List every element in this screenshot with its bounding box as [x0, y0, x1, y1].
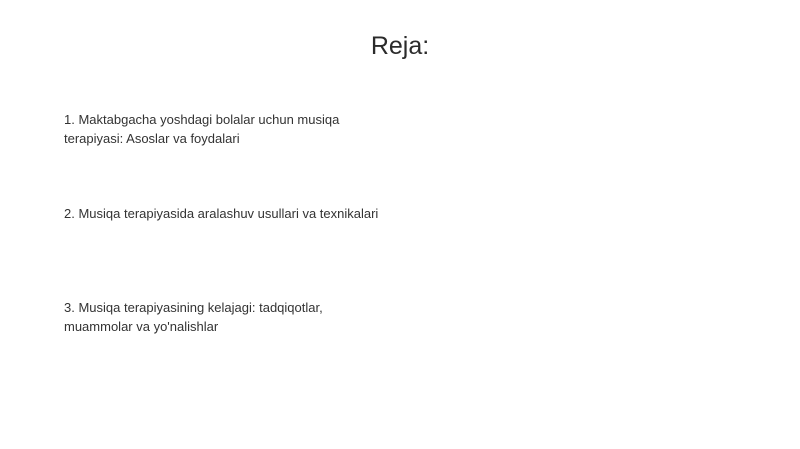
slide-title: Reja: [370, 32, 430, 60]
plan-item-2: 2. Musiqa terapiyasida aralashuv usullari va texnikalari [64, 206, 379, 221]
plan-item-3: 3. Musiqa terapiyasining kelajagi: tadqiqotlar, muammolar va yo'nalishlar [64, 300, 323, 334]
plan-item-1: 1. Maktabgacha yoshdagi bolalar uchun musiqa terapiyasi: Asoslar va foydalari [64, 112, 340, 146]
